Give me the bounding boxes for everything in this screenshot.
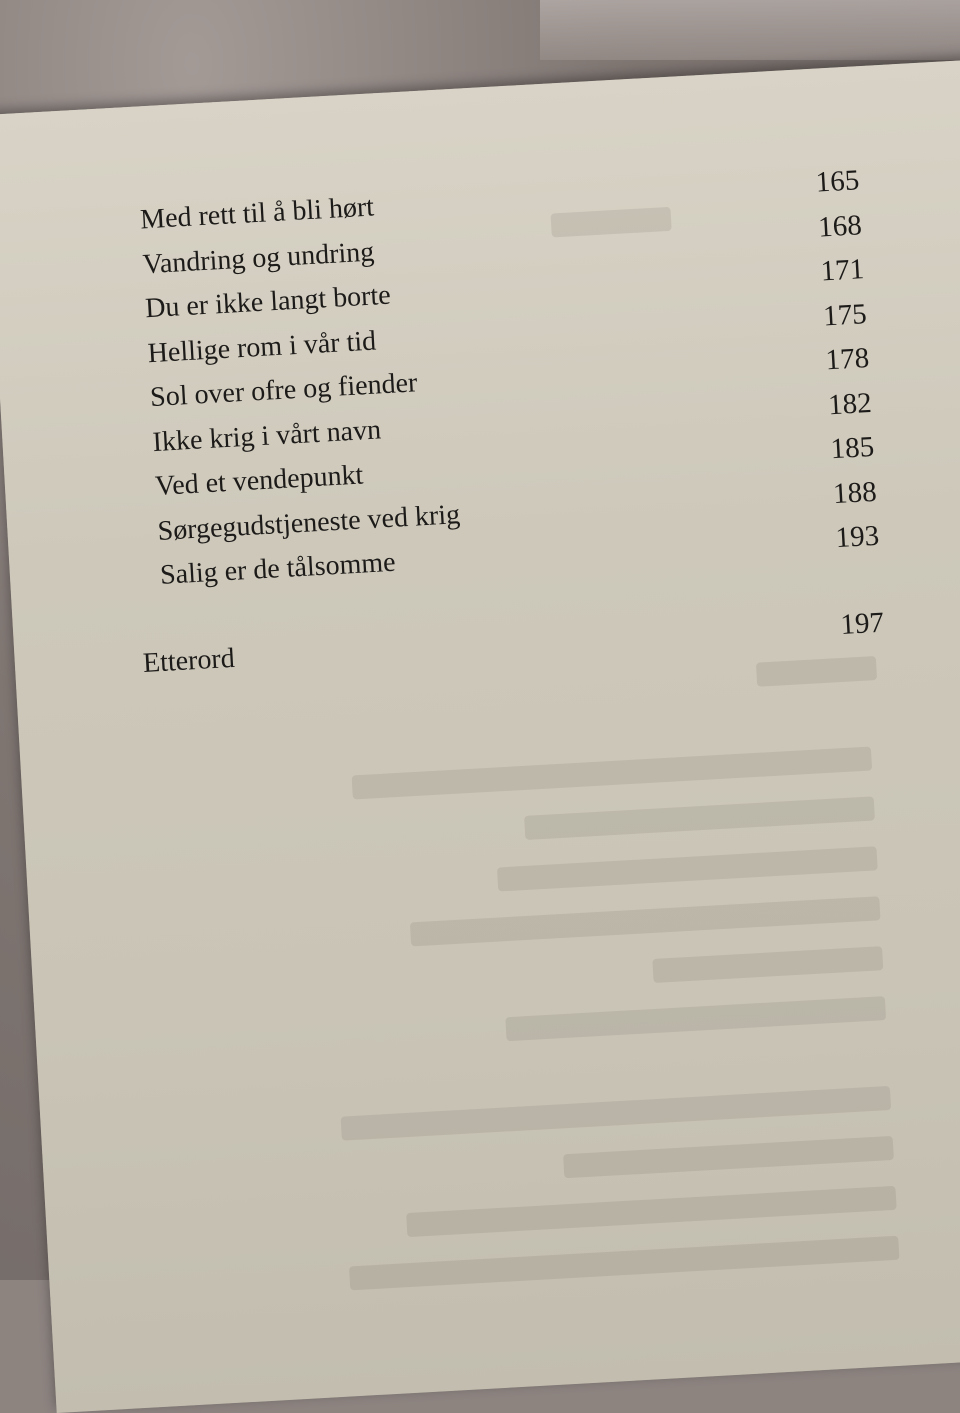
- faint-line: [524, 796, 875, 840]
- toc-entry-title: Med rett til å bli hørt: [139, 191, 375, 236]
- toc-entry-page: 171: [819, 253, 866, 288]
- faint-line: [349, 1236, 899, 1291]
- faint-line: [410, 896, 881, 946]
- faint-line: [505, 996, 886, 1041]
- faint-line: [563, 1136, 894, 1178]
- toc-entry-page: 185: [829, 430, 875, 466]
- toc-afterword-page: 197: [839, 606, 885, 641]
- faint-line: [756, 656, 877, 687]
- toc-entry-page: 178: [824, 342, 870, 377]
- toc-entry-page: 193: [834, 519, 880, 555]
- toc-entry-title: Hellige rom i vår tid: [146, 325, 377, 369]
- toc-entry-page: 165: [814, 164, 861, 199]
- faint-line: [497, 846, 878, 891]
- toc-entry-title: Du er ikke langt borte: [144, 279, 392, 325]
- toc-entry-title: Sol over ofre og fiender: [149, 367, 419, 414]
- toc-entry-page: 182: [827, 386, 873, 421]
- toc-entry-title: Ved et vendepunkt: [154, 459, 365, 503]
- table-of-contents: [139, 158, 885, 684]
- toc-entry-title: Salig er de tålsomme: [159, 546, 397, 591]
- toc-entry-title: Vandring og undring: [141, 235, 376, 280]
- toc-afterword-title: Etterord: [142, 642, 236, 679]
- toc-entry-title: Ikke krig i vårt navn: [151, 413, 382, 458]
- faint-line: [652, 946, 883, 983]
- toc-entry-page: 168: [817, 208, 863, 244]
- background-highlight: [540, 0, 960, 60]
- toc-entry-page: 175: [822, 297, 868, 332]
- toc-entry-title: Sørgegudstjeneste ved krig: [156, 498, 461, 547]
- faint-line: [406, 1186, 897, 1237]
- faint-line: [352, 746, 873, 799]
- toc-entry-page: 188: [832, 475, 878, 510]
- faint-line: [341, 1086, 891, 1141]
- book-page: [0, 60, 960, 1413]
